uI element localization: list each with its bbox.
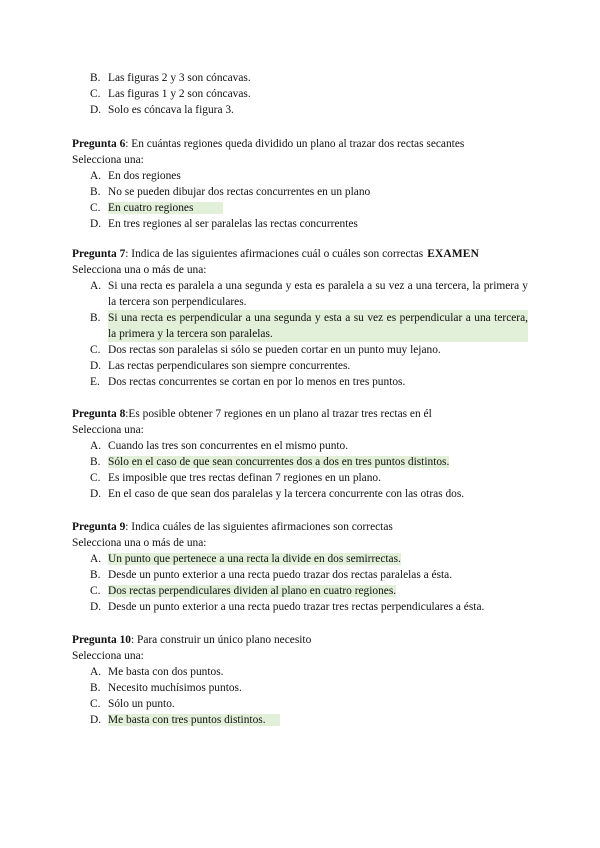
- option-7b: B. Si una recta es perpendicular a una segunda y esta a su vez es perpendicular a una tercera, la primera y la tercera son paralelas.: [90, 312, 528, 340]
- option-6c: C. En cuatro regiones: [72, 200, 528, 216]
- option-8a: A. Cuando las tres son concurrentes en el mismo punto.: [90, 440, 349, 452]
- option-8d: D. En el caso de que sean dos paralelas y la tercera concurrente con las otras dos.: [90, 488, 465, 500]
- question-5-options: [72, 70, 528, 118]
- option-9b: B. Desde un punto exterior a una recta puedo trazar dos rectas paralelas a ésta.: [90, 569, 453, 581]
- option-7a: A. Si una recta es paralela a una segunda y esta es paralela a su vez a una tercera, la primera y la tercera son perpendiculares.: [90, 280, 528, 308]
- option-8b: B. Sólo en el caso de que sean concurrentes dos a dos en tres puntos distintos.: [90, 456, 450, 468]
- option-6b: B. No se pueden dibujar dos rectas concurrentes en un plano: [90, 186, 371, 198]
- question-10: [72, 632, 528, 728]
- option-7c: C. Dos rectas son paralelas si sólo se pueden cortar en un punto muy lejano.: [90, 344, 441, 356]
- option-10a: A. Me basta con dos puntos.: [90, 666, 224, 678]
- option-10c: C. Sólo un punto.: [90, 698, 175, 710]
- option-5c: C. Las figuras 1 y 2 son cóncavas.: [90, 88, 251, 100]
- question-7-instruction: Selecciona una o más de una:: [72, 264, 207, 276]
- question-8-instruction: Selecciona una:: [72, 424, 144, 436]
- question-7: [72, 246, 528, 390]
- option-5d: D. Solo es cóncava la figura 3.: [90, 104, 234, 116]
- option-9d: D. Desde un punto exterior a una recta puedo trazar tres rectas perpendiculares a ésta.: [90, 601, 485, 613]
- question-9-title: Pregunta 9: Indica cuáles de las siguientes afirmaciones son correctas: [72, 521, 393, 533]
- question-9-instruction: Selecciona una o más de una:: [72, 537, 207, 549]
- question-8-title: Pregunta 8:Es posible obtener 7 regiones en un plano al trazar tres rectas en él: [72, 408, 432, 420]
- option-7d: D. Las rectas perpendiculares son siempre concurrentes.: [90, 360, 351, 372]
- question-7-title: Pregunta 7: Indica de las siguientes afirmaciones cuál o cuáles son correctas EXAMEN: [72, 248, 480, 260]
- option-10d: D. Me basta con tres puntos distintos.: [72, 712, 528, 728]
- option-10b: B. Necesito muchísimos puntos.: [90, 682, 242, 694]
- question-6-title: Pregunta 6: En cuántas regiones queda dividido un plano al trazar dos rectas secantes: [72, 138, 465, 150]
- question-9: [72, 519, 528, 615]
- option-6a: A. En dos regiones: [90, 170, 181, 182]
- option-6d: D. En tres regiones al ser paralelas las rectas concurrentes: [90, 218, 358, 230]
- option-7e: E. Dos rectas concurrentes se cortan en por lo menos en tres puntos.: [90, 376, 406, 388]
- option-9a: A. Un punto que pertenece a una recta la divide en dos semirrectas.: [90, 553, 401, 565]
- exam-tag: EXAMEN: [427, 248, 480, 260]
- question-6: [72, 136, 528, 232]
- option-9c: C. Dos rectas perpendiculares dividen al plano en cuatro regiones.: [90, 585, 397, 597]
- option-5b: B. Las figuras 2 y 3 son cóncavas.: [90, 72, 251, 84]
- option-8c: C. Es imposible que tres rectas definan 7 regiones en un plano.: [90, 472, 381, 484]
- question-6-instruction: Selecciona una:: [72, 154, 144, 166]
- question-10-title: Pregunta 10: Para construir un único plano necesito: [72, 634, 312, 646]
- question-10-instruction: Selecciona una:: [72, 650, 144, 662]
- question-8: [72, 406, 528, 502]
